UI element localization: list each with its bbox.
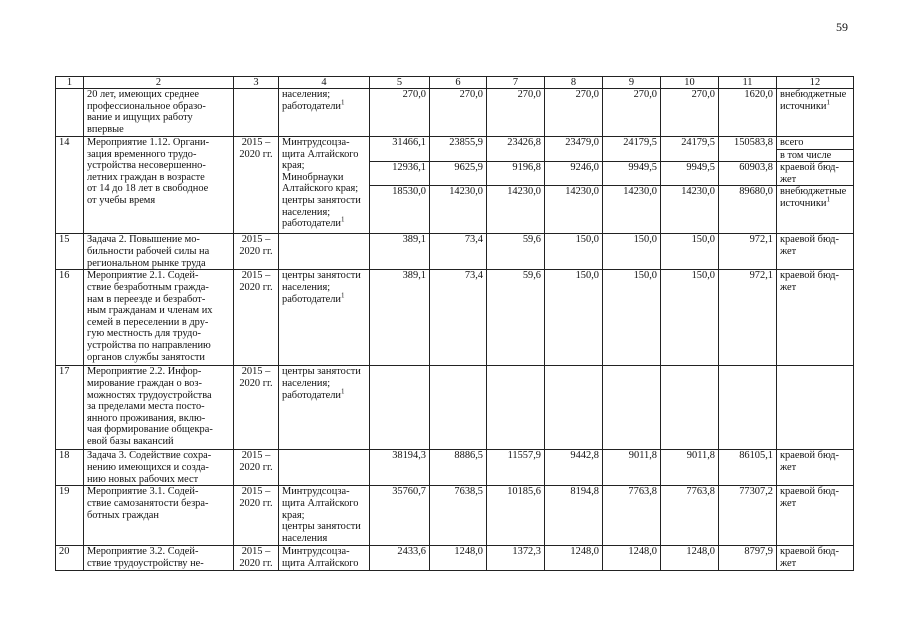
value-2018: 8194,8: [545, 486, 603, 546]
value-2019: 1248,0: [603, 546, 661, 570]
row-number: 19: [56, 486, 84, 546]
value-total: [719, 366, 777, 450]
value-2020: 7763,8: [661, 486, 719, 546]
value-2019: 150,0: [603, 270, 661, 366]
executors: центры занятости населения; работодатели$^1$: [279, 366, 370, 450]
value-2020: 150,0: [661, 234, 719, 270]
funding-source: внебюджетные источники$^1$: [777, 186, 854, 234]
funding-source: краевой бюд- жет: [777, 450, 854, 486]
executors: [279, 450, 370, 486]
measure-name: Задача 3. Содействие сохра- нению имеющихся и созда- нию новых рабочих мест: [84, 450, 234, 486]
total-2016: 23855,9: [430, 137, 487, 162]
value-total: 8797,9: [719, 546, 777, 570]
vnebud-2018: 14230,0: [545, 186, 603, 234]
value-2020: [661, 366, 719, 450]
table-row: [56, 546, 854, 570]
funding-source: [777, 366, 854, 450]
period: 2015 – 2020 гг.: [234, 234, 279, 270]
table-row: [56, 450, 854, 486]
funding-total-label: всего: [777, 137, 854, 150]
kraevoy-2017: 9196,8: [487, 162, 545, 186]
value-2016: [430, 366, 487, 450]
kraevoy-2020: 9949,5: [661, 162, 719, 186]
value-2019: 150,0: [603, 234, 661, 270]
value-total: 77307,2: [719, 486, 777, 546]
value-2016: 73,4: [430, 270, 487, 366]
value-2017: 59,6: [487, 234, 545, 270]
executors: Минтрудсоцза- щита Алтайского: [279, 546, 370, 570]
funding-incl-label: в том числе: [777, 149, 854, 162]
column-number: 9: [603, 77, 661, 89]
value-2018: 270,0: [545, 89, 603, 137]
executors: центры занятости населения; работодатели$^1$: [279, 270, 370, 366]
row-number: 15: [56, 234, 84, 270]
value-2019: 7763,8: [603, 486, 661, 546]
page-number: 59: [836, 20, 848, 34]
program-measures-table: [55, 76, 854, 571]
executors: Минтрудсоцза- щита Алтайского края; Минобрнауки Алтайского края; центры занятости населения; работодатели$^1$: [279, 137, 370, 234]
measure-name: Мероприятие 3.1. Содей- ствие самозанятости безра- ботных граждан: [84, 486, 234, 546]
value-2016: 270,0: [430, 89, 487, 137]
measure-name: Мероприятие 2.1. Содей- ствие безработным гражда- нам в переезде и безработ- ным гражданам и членам их семей в переселении в дру- гую местность для трудо- устройства по направлению органов службы занятости: [84, 270, 234, 366]
value-2020: 270,0: [661, 89, 719, 137]
value-2020: 150,0: [661, 270, 719, 366]
value-total: 972,1: [719, 234, 777, 270]
value-total: 1620,0: [719, 89, 777, 137]
row-number: 20: [56, 546, 84, 570]
value-2018: [545, 366, 603, 450]
column-number: 4: [279, 77, 370, 89]
value-2016: 7638,5: [430, 486, 487, 546]
vnebud-2016: 14230,0: [430, 186, 487, 234]
value-2017: 270,0: [487, 89, 545, 137]
total-2018: 23479,0: [545, 137, 603, 162]
period: [234, 89, 279, 137]
kraevoy-total: 60903,8: [719, 162, 777, 186]
measure-name: Задача 2. Повышение мо- бильности рабочей силы на региональном рынке труда: [84, 234, 234, 270]
value-2015: [370, 366, 430, 450]
value-2017: 1372,3: [487, 546, 545, 570]
table-row: [56, 89, 854, 137]
value-2015: 38194,3: [370, 450, 430, 486]
table-row: [56, 137, 854, 150]
vnebud-2015: 18530,0: [370, 186, 430, 234]
column-number: 11: [719, 77, 777, 89]
measure-name: 20 лет, имеющих среднее профессиональное образо- вание и ищущих работу впервые: [84, 89, 234, 137]
total-sum: 150583,8: [719, 137, 777, 162]
value-2019: 9011,8: [603, 450, 661, 486]
column-number: 7: [487, 77, 545, 89]
value-2017: 10185,6: [487, 486, 545, 546]
table-row: [56, 366, 854, 450]
row-number: 16: [56, 270, 84, 366]
column-number: 12: [777, 77, 854, 89]
period: 2015 – 2020 гг.: [234, 366, 279, 450]
measure-name: Мероприятие 3.2. Содей- ствие трудоустройству не-: [84, 546, 234, 570]
value-2019: 270,0: [603, 89, 661, 137]
column-number: 6: [430, 77, 487, 89]
column-number-row: [56, 77, 854, 89]
value-2015: 389,1: [370, 270, 430, 366]
measure-name: Мероприятие 1.12. Органи- зация временного трудо- устройства несовершенно- летних граждан в возрасте от 14 до 18 лет в свободное от учебы время: [84, 137, 234, 234]
total-2017: 23426,8: [487, 137, 545, 162]
table-row: [56, 270, 854, 366]
period: 2015 – 2020 гг.: [234, 450, 279, 486]
total-2020: 24179,5: [661, 137, 719, 162]
executors: [279, 234, 370, 270]
value-2017: 59,6: [487, 270, 545, 366]
funding-source: краевой бюд- жет: [777, 546, 854, 570]
value-2018: 1248,0: [545, 546, 603, 570]
row-number: [56, 89, 84, 137]
value-total: 86105,1: [719, 450, 777, 486]
table-row: [56, 234, 854, 270]
value-2015: 389,1: [370, 234, 430, 270]
value-2017: [487, 366, 545, 450]
kraevoy-2016: 9625,9: [430, 162, 487, 186]
table-row: [56, 486, 854, 546]
column-number: 10: [661, 77, 719, 89]
column-number: 2: [84, 77, 234, 89]
value-2018: 150,0: [545, 270, 603, 366]
value-total: 972,1: [719, 270, 777, 366]
total-2015: 31466,1: [370, 137, 430, 162]
value-2018: 150,0: [545, 234, 603, 270]
value-2015: 270,0: [370, 89, 430, 137]
value-2017: 11557,9: [487, 450, 545, 486]
period: 2015 – 2020 гг.: [234, 546, 279, 570]
value-2019: [603, 366, 661, 450]
column-number: 5: [370, 77, 430, 89]
column-number: 3: [234, 77, 279, 89]
value-2015: 2433,6: [370, 546, 430, 570]
value-2015: 35760,7: [370, 486, 430, 546]
executors: населения; работодатели$^1$: [279, 89, 370, 137]
vnebud-2020: 14230,0: [661, 186, 719, 234]
period: 2015 – 2020 гг.: [234, 486, 279, 546]
column-number: 8: [545, 77, 603, 89]
row-number: 18: [56, 450, 84, 486]
row-number: 14: [56, 137, 84, 234]
row-number: 17: [56, 366, 84, 450]
vnebud-2019: 14230,0: [603, 186, 661, 234]
kraevoy-2019: 9949,5: [603, 162, 661, 186]
measure-name: Мероприятие 2.2. Инфор- мирование граждан о воз- можностях трудоустройства за пределами места посто- янного проживания, вклю- чая формирование общекра- евой базы вакансий: [84, 366, 234, 450]
kraevoy-2018: 9246,0: [545, 162, 603, 186]
vnebud-2017: 14230,0: [487, 186, 545, 234]
period: 2015 – 2020 гг.: [234, 137, 279, 234]
kraevoy-2015: 12936,1: [370, 162, 430, 186]
value-2016: 73,4: [430, 234, 487, 270]
column-number: 1: [56, 77, 84, 89]
vnebud-total: 89680,0: [719, 186, 777, 234]
funding-source: краевой бюд- жет: [777, 234, 854, 270]
funding-source: краевой бюд- жет: [777, 162, 854, 186]
funding-source: краевой бюд- жет: [777, 486, 854, 546]
value-2018: 9442,8: [545, 450, 603, 486]
value-2016: 8886,5: [430, 450, 487, 486]
executors: Минтрудсоцза- щита Алтайского края; центры занятости населения: [279, 486, 370, 546]
value-2016: 1248,0: [430, 546, 487, 570]
value-2020: 1248,0: [661, 546, 719, 570]
period: 2015 – 2020 гг.: [234, 270, 279, 366]
value-2020: 9011,8: [661, 450, 719, 486]
total-2019: 24179,5: [603, 137, 661, 162]
funding-source: внебюджетные источники$^1$: [777, 89, 854, 137]
funding-source: краевой бюд- жет: [777, 270, 854, 366]
